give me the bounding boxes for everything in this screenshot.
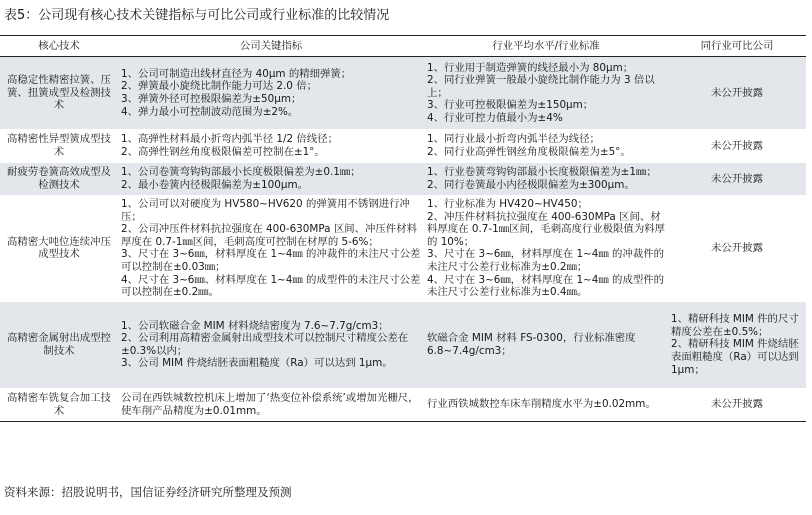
industry-standard-line: 1、行业卷簧弯钩钩部最小长度极限偏差为±1㎜； xyxy=(427,166,657,179)
industry-standard-cell xyxy=(424,163,668,196)
industry-standard-cell xyxy=(424,388,668,421)
company-indicator-line: 1、公司软磁合金 MIM 材料烧结密度为 7.6~7.7g/cm3； xyxy=(121,319,389,332)
company-indicator-line: 3、弹簧外径可控极限偏差为±50μm； xyxy=(121,93,302,105)
peer-company-cell: 未公开披露 xyxy=(711,398,763,411)
industry-standard-line: 行业西铁城数控车床车削精度水平为±0.02mm。 xyxy=(427,398,656,411)
company-indicator-cell xyxy=(118,301,424,388)
peer-company-cell: 未公开披露 xyxy=(711,139,763,152)
peer-company-cell: 未公开披露 xyxy=(668,163,806,196)
company-indicator-line: 1、高弹性材料最小折弯内弧半径 1/2 倍线径； xyxy=(121,133,338,146)
company-indicator-line: 2、高弹性钢丝角度极限偏差可控制在±1°。 xyxy=(121,146,325,158)
core-tech-cell: 耐疲劳卷簧高效成型及检测技术 xyxy=(0,163,118,196)
peer-company-cell: 未公开披露 xyxy=(668,57,806,130)
peer-company-cell: 未公开披露 xyxy=(711,242,763,255)
core-tech-cell: 高精密大吨位连续冲压成型技术 xyxy=(7,235,111,261)
company-indicator-line: 3、尺寸在 3~6㎜，材料厚度在 1~4㎜ 的冲裁件的未注尺寸公差可以控制在±0.03㎜； xyxy=(121,248,421,273)
industry-standard-line: 1、行业用于制造弹簧的线径最小为 80μm； xyxy=(427,61,634,74)
industry-standard-line: 2、同行业弹簧一般最小旋绕比制作能力为 3 倍以上； xyxy=(427,74,655,99)
table-row xyxy=(0,130,806,163)
industry-standard-cell xyxy=(424,57,668,130)
company-indicator-cell xyxy=(118,57,424,130)
company-indicator-line: 4、尺寸在 3~6㎜、材料厚度在 1~4㎜ 的成型件的未注尺寸公差可以控制在±0.2㎜。 xyxy=(121,273,421,299)
comparison-table-container xyxy=(0,35,812,422)
core-tech-cell: 高稳定性精密拉簧、压簧、扭簧成型及检测技术 xyxy=(0,57,118,130)
table-row xyxy=(0,301,806,388)
company-indicator-line: 1、公司卷簧弯钩钩部最小长度极限偏差为±0.1㎜； xyxy=(121,166,361,179)
company-indicator-cell xyxy=(118,196,424,302)
company-indicator-line: 2、弹簧最小旋绕比制作能力可达 2.0 倍； xyxy=(121,80,317,93)
header-row xyxy=(0,36,806,57)
company-indicator-line: 2、公司冲压件材料抗拉强度在 400-630MPa 区间、冲压件材料厚度在 0.7-1㎜区间，毛刺高度可控制在材厚的 5-6%； xyxy=(121,223,417,248)
company-indicator-line: 公司在西铁城数控机床上增加了‘热变位补偿系统’或增加光栅尺，使车削产品精度为±0.01mm。 xyxy=(121,392,419,417)
table-title: 表5：公司现有核心技术关键指标与可比公司或行业标准的比较情况 xyxy=(4,8,390,23)
company-indicator-line: 2、最小卷簧内径极限偏差为±100μm。 xyxy=(121,179,308,191)
industry-standard-line: 软磁合金 MIM 材料 FS-0300，行业标准密度 6.8~7.4g/cm3； xyxy=(427,332,636,357)
company-indicator-line: 3、公司 MIM 件烧结胚表面粗糙度（Ra）可以达到 1μm。 xyxy=(121,357,393,370)
industry-standard-line: 4、行业可控力值最小为±4% xyxy=(427,111,563,124)
industry-standard-line: 3、行业可控极限偏差为±150μm； xyxy=(427,99,594,112)
table-row xyxy=(0,163,806,196)
header-industry-standard: 行业平均水平/行业标准 xyxy=(424,36,668,57)
industry-standard-line: 2、同行业高弹性钢丝角度极限偏差为±5°。 xyxy=(427,146,631,158)
core-tech-cell: 高精密金属射出成型控制技术 xyxy=(0,301,118,388)
company-indicator-cell xyxy=(118,130,424,163)
company-indicator-line: 1、公司可制造出线材直径为 40μm 的精细弹簧； xyxy=(121,67,352,80)
industry-standard-line: 1、行业标准为 HV420~HV450； xyxy=(427,198,588,210)
comparison-table xyxy=(0,35,806,422)
table-row xyxy=(0,57,806,130)
industry-standard-line: 1、同行业最小折弯内弧半径为线径； xyxy=(427,133,600,146)
table-row xyxy=(0,388,806,421)
core-tech-cell: 高精密性异型簧成型技术 xyxy=(7,133,111,158)
peer-company-line: 1、精研科技 MIM 件的尺寸精度公差在±0.5%； xyxy=(671,313,799,338)
company-indicator-line: 2、公司利用高精密金属射出成型技术可以控制尺寸精度公差在±0.3%以内； xyxy=(121,332,409,357)
peer-company-line: 2、精研科技 MIM 件烧结胚表面粗糙度（Ra）可以达到 1μm； xyxy=(671,338,799,376)
industry-standard-line: 3、尺寸在 3~6㎜，材料厚度在 1~4㎜ 的冲裁件的未注尺寸公差行业标准为±0.2㎜； xyxy=(427,248,665,273)
industry-standard-cell xyxy=(424,196,668,302)
company-indicator-line: 1、公司可以对硬度为 HV580~HV620 的弹簧用不锈钢进行冲压； xyxy=(121,198,410,223)
industry-standard-line: 2、冲压件材料抗拉强度在 400-630MPa 区间、材料厚度在 0.7-1㎜区间，毛刺高度行业极限值为料厚的 10%； xyxy=(427,210,665,248)
industry-standard-line: 2、同行卷簧最小内径极限偏差为±300μm。 xyxy=(427,179,635,191)
table-row xyxy=(0,196,806,302)
industry-standard-line: 4、尺寸在 3~6㎜，材料厚度在 1~4㎜ 的成型件的未注尺寸公差行业标准为±0.4㎜。 xyxy=(427,273,665,299)
company-indicator-cell xyxy=(118,388,424,421)
peer-company-cell xyxy=(668,301,806,388)
header-peer-companies: 同行业可比公司 xyxy=(668,36,806,57)
header-core-tech: 核心技术 xyxy=(0,36,118,57)
industry-standard-cell xyxy=(424,301,668,388)
header-company-indicators: 公司关键指标 xyxy=(118,36,424,57)
industry-standard-cell xyxy=(424,130,668,163)
core-tech-cell: 高精密车铣复合加工技术 xyxy=(7,392,111,417)
company-indicator-cell xyxy=(118,163,424,196)
company-indicator-line: 4、弹力最小可控制波动范围为±2%。 xyxy=(121,105,299,118)
source-note: 资料来源：招股说明书，国信证券经济研究所整理及预测 xyxy=(4,485,292,499)
